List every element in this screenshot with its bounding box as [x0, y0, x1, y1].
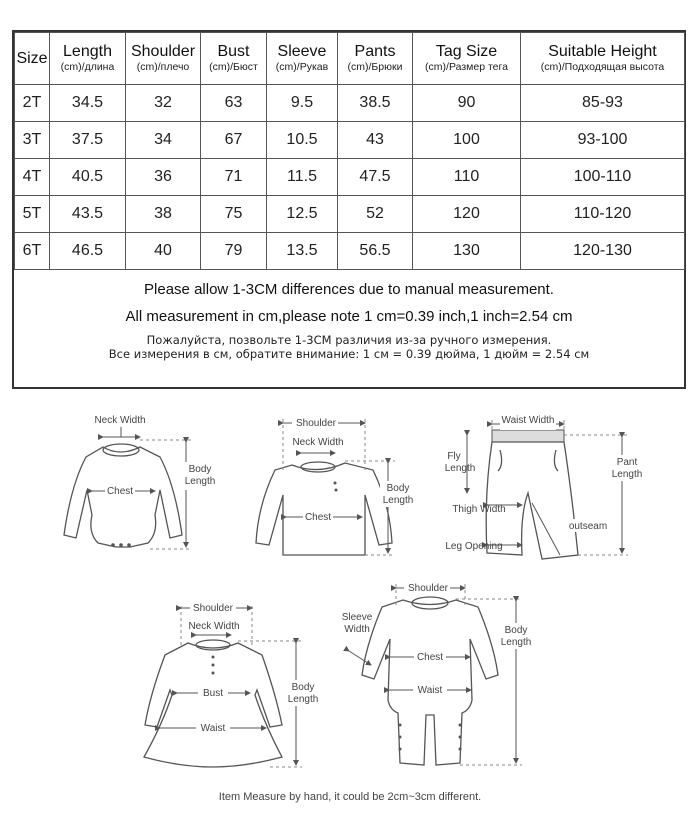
column-header — [521, 33, 685, 85]
dress-body-label: Body — [291, 682, 315, 693]
table-cell: 6T — [15, 233, 50, 270]
table-cell: 67 — [201, 122, 267, 159]
top-body-label: Body — [386, 483, 410, 494]
table-cell: 36 — [126, 159, 201, 196]
table-cell: 100-110 — [521, 159, 685, 196]
column-header-title: Bust — [217, 43, 250, 60]
pants-fly-label: Fly — [447, 451, 461, 462]
bodysuit-length-label: Length — [184, 476, 216, 487]
table-cell: 32 — [126, 85, 201, 122]
column-header-title: Pants — [354, 43, 396, 60]
notes — [14, 270, 684, 361]
column-header-unit: (cm)/длина — [60, 61, 115, 73]
table-cell: 56.5 — [338, 233, 413, 270]
romper-body-label: Body — [504, 625, 528, 636]
table-cell: 71 — [201, 159, 267, 196]
table-cell: 85-93 — [521, 85, 685, 122]
column-header-unit: (cm)/Рукав — [275, 61, 329, 73]
table-cell: 63 — [201, 85, 267, 122]
table-row — [15, 122, 685, 159]
table-cell: 52 — [338, 196, 413, 233]
column-header-unit: (cm)/Подходящая высота — [540, 61, 665, 73]
top-neck-label: Neck Width — [292, 437, 344, 448]
romper-length-label: Length — [500, 637, 532, 648]
note-allowance: Please allow 1-3CM differences due to manual measurement. — [144, 281, 554, 298]
pants-pant-length-label: Length — [611, 469, 643, 480]
dress-outline — [144, 643, 282, 767]
table-cell: 100 — [413, 122, 521, 159]
table-row — [15, 233, 685, 270]
table-cell: 120-130 — [521, 233, 685, 270]
dress-length-label: Length — [287, 694, 319, 705]
romper-waist-label: Waist — [417, 685, 443, 696]
table-cell: 130 — [413, 233, 521, 270]
table-row — [15, 85, 685, 122]
table-cell: 40.5 — [50, 159, 126, 196]
pants-leg-label: Leg Opening — [445, 541, 503, 552]
table-cell: 75 — [201, 196, 267, 233]
header-row — [15, 33, 685, 85]
bodysuit-diagram — [64, 415, 219, 549]
table-cell: 9.5 — [267, 85, 338, 122]
table-cell: 5T — [15, 196, 50, 233]
table-cell: 34.5 — [50, 85, 126, 122]
column-header-unit: (cm)/Бюст — [209, 61, 258, 73]
column-header — [126, 33, 201, 85]
table-cell: 38 — [126, 196, 201, 233]
dress-diagram — [144, 601, 323, 767]
top-neck — [301, 462, 335, 472]
pants-diagram — [444, 415, 648, 559]
dress-waist-label: Waist — [200, 723, 226, 734]
note-conversion-ru: Все измерения в см, обратите внимание: 1 см = 0.39 дюйма, 1 дюйм = 2.54 см — [108, 347, 590, 361]
dress-shoulder-label: Shoulder — [192, 603, 234, 614]
pants-waistband — [492, 430, 564, 442]
table-cell: 40 — [126, 233, 201, 270]
bodysuit-body-label: Body — [188, 464, 212, 475]
table-cell: 79 — [201, 233, 267, 270]
table-cell: 110-120 — [521, 196, 685, 233]
column-header-title: Size — [16, 49, 48, 67]
column-header — [15, 33, 50, 85]
romper-outline — [362, 600, 498, 765]
bodysuit-neck-label: Neck Width — [94, 415, 146, 426]
romper-sleeve-width-label: Width — [344, 624, 370, 635]
pants-fly-length-label: Length — [444, 463, 476, 474]
table-cell: 34 — [126, 122, 201, 159]
top-outline — [256, 463, 392, 555]
pants-waist-label: Waist Width — [501, 415, 555, 426]
table-cell: 47.5 — [338, 159, 413, 196]
column-header — [267, 33, 338, 85]
table-cell: 38.5 — [338, 85, 413, 122]
bodysuit-chest-label: Chest — [106, 486, 134, 497]
top-shoulder-label: Shoulder — [295, 418, 337, 429]
column-header-title: Sleeve — [277, 43, 327, 60]
table-cell: 43 — [338, 122, 413, 159]
note-conversion: All measurement in cm,please note 1 cm=0.39 inch,1 inch=2.54 cm — [125, 308, 573, 325]
size-chart — [14, 32, 685, 270]
note-allowance-ru: Пожалуйста, позвольте 1-3CM различия из-за ручного измерения. — [146, 333, 552, 347]
table-cell: 37.5 — [50, 122, 126, 159]
romper-diagram — [342, 581, 540, 765]
column-header-unit: (cm)/Размер тега — [425, 61, 508, 73]
top-diagram — [256, 416, 416, 555]
romper-shoulder-label: Shoulder — [407, 583, 449, 594]
table-cell: 90 — [413, 85, 521, 122]
footer-note: Item Measure by hand, it could be 2cm~3cm different. — [218, 791, 482, 803]
column-header — [201, 33, 267, 85]
column-header-title: Shoulder — [130, 43, 196, 60]
table-row — [15, 196, 685, 233]
table-row — [15, 159, 685, 196]
measurement-diagrams — [0, 395, 700, 785]
table-cell: 120 — [413, 196, 521, 233]
column-header-title: Length — [63, 43, 112, 60]
table-cell: 13.5 — [267, 233, 338, 270]
table-cell: 4T — [15, 159, 50, 196]
table-cell: 46.5 — [50, 233, 126, 270]
table-cell: 3T — [15, 122, 50, 159]
pants-outseam-label: outseam — [568, 521, 608, 532]
size-table — [12, 30, 686, 389]
pants-pant-label: Pant — [616, 457, 638, 468]
table-cell: 93-100 — [521, 122, 685, 159]
column-header-title: Suitable Height — [548, 43, 657, 60]
table-cell: 10.5 — [267, 122, 338, 159]
column-header — [413, 33, 521, 85]
column-header-unit: (cm)/плечо — [136, 61, 190, 73]
top-chest-label: Chest — [304, 512, 332, 523]
column-header-unit: (cm)/Брюки — [347, 61, 403, 73]
table-cell: 43.5 — [50, 196, 126, 233]
dress-bust-label: Bust — [202, 688, 224, 699]
column-header — [338, 33, 413, 85]
table-cell: 110 — [413, 159, 521, 196]
top-length-label: Length — [382, 495, 414, 506]
table-cell: 2T — [15, 85, 50, 122]
table-cell: 11.5 — [267, 159, 338, 196]
column-header-title: Tag Size — [435, 43, 498, 60]
column-header — [50, 33, 126, 85]
romper-sleeve-label: Sleeve — [341, 612, 373, 623]
romper-chest-label: Chest — [416, 652, 444, 663]
pants-thigh-label: Thigh Width — [452, 504, 506, 515]
table-cell: 12.5 — [267, 196, 338, 233]
dress-neck-label: Neck Width — [188, 621, 240, 632]
